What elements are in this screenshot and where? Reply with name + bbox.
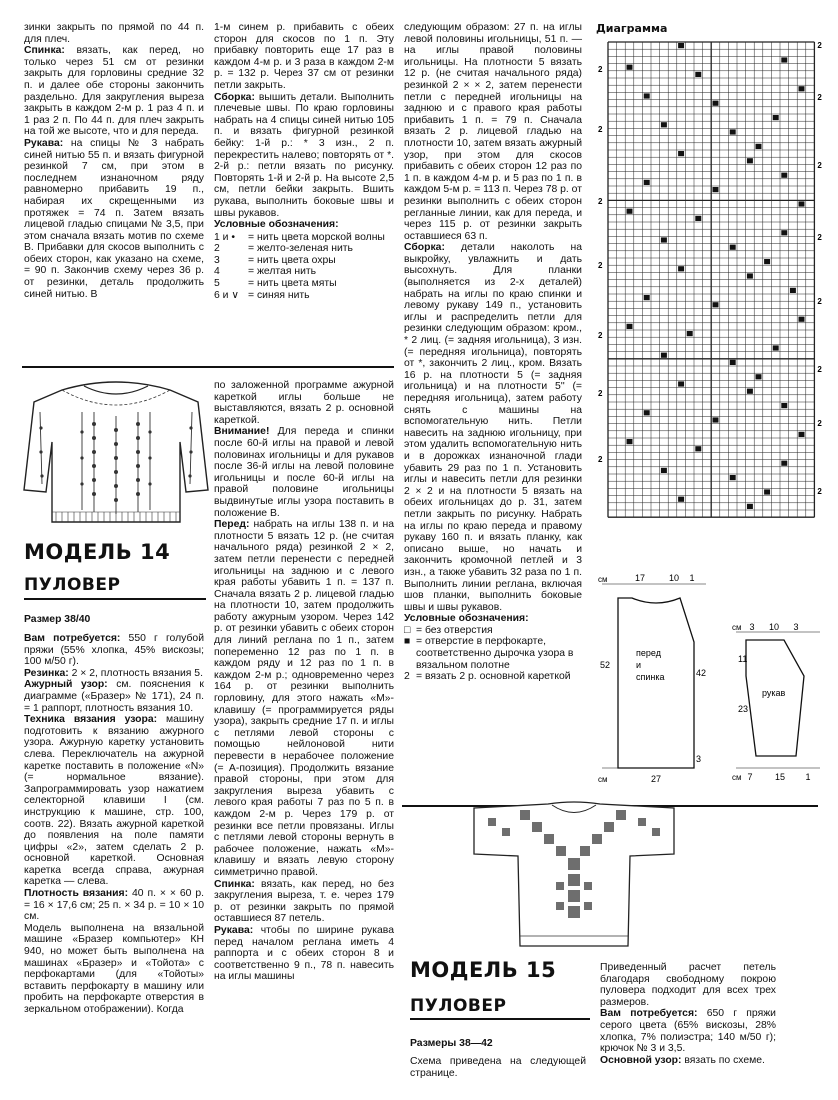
paragraph-text: Приведенный расчет петель благодаря свободному покрою пуловера подходит для всех трех размеров. bbox=[600, 962, 776, 1008]
paragraph bbox=[404, 613, 582, 625]
dimension-label: 1 bbox=[805, 772, 811, 782]
hole-mark bbox=[773, 345, 779, 350]
paragraph-label: Сборка: bbox=[404, 242, 445, 254]
paragraph bbox=[24, 714, 204, 888]
dimension-label: 27 bbox=[650, 774, 662, 784]
paragraph-text: Для переда и спинки после 60-й иглы на правой и левой половинах игольницы и для рукавов после 36-й иглы на левой половине игольницы и после 60-й иглы на правой половине игольницы выдвинутые иглы узора поставить в положение B. bbox=[214, 426, 394, 519]
row-label: 2 bbox=[598, 197, 603, 206]
paragraph bbox=[24, 923, 204, 1016]
hole-mark bbox=[644, 410, 650, 415]
hole-mark bbox=[747, 389, 753, 394]
paragraph-text: 2 × 2, плотность вязания 5. bbox=[68, 667, 203, 679]
paragraph-text: по заложенной программе ажурной кареткой иглы больше не выставляются, вязать 2 р. основной кареткой. bbox=[214, 380, 394, 426]
legend-text: = нить цвета охры bbox=[248, 254, 336, 266]
dimension-label: 3 bbox=[696, 754, 702, 764]
paragraph-label: Рукава: bbox=[24, 137, 64, 149]
paragraph-label: Ажурный узор: bbox=[24, 679, 108, 691]
model-15-note: Схема приведена на следующей странице. bbox=[410, 1056, 586, 1079]
legend-row bbox=[214, 266, 394, 278]
hole-mark bbox=[747, 504, 753, 509]
paragraph-group bbox=[214, 22, 394, 231]
paragraph-text: набрать на иглы 138 п. и на плотности 5 вязать 12 р. (не считая начального ряда) резинкой 2 × 2, затем петли перенести с передней игольницы на заднюю и с левого края работы убавить 1 п. = 137 п. Сначала вязать 2 р. лицевой гладью на плотности 10, затем продолжить работу ажурным узором. Через 142 р. от резинки убавить с обеих сторон для линий реглана по 1 п., затем попеременно 12 раз по 1 п. в каждом ряду и 12 раз по 1 п. в каждом 2-м р.; одновременно через 164 р. от резинки выполнить горловину, для этого нажать «М»-клавишу (= программируется ряды узора), закрыть средние 17 п. и иглы с петлями левой стороны с помощью нейлоновой нити перевести в нерабочее положение (= А-позиция). Продолжить вязание правой стороны, при этом для закругления выреза убавить с левого края работы 7 раз по 5 п. в каждом 2-м р. Через 179 р. от резинки все петли провязаны. Иглы с петлями левой стороны вернуть в рабочее положение, нажать «М»-клавишу и вязать левую сторону симметрично правой. bbox=[214, 519, 394, 878]
paragraph bbox=[214, 426, 394, 519]
paragraph bbox=[24, 888, 204, 923]
hole-mark bbox=[781, 403, 787, 408]
hole-mark bbox=[781, 57, 787, 62]
paragraph-label: Плотность вязания: bbox=[24, 888, 129, 900]
paragraph-text: машину подготовить к вязанию ажурного узора. Ажурную каретку установить слева. Переключатель на ажурной каретке поставить в положение «N» (= нормальное вязание). Запрограммировать узор нажатием селекторной клавиши I (см. инструкцию к машине, стр. 100, соотв. 22). Вязать ажурной кареткой до появления на поле памяти цифры «2», затем сделать 2 р. основной кареткой. Основная каретка всегда справа, ажурная каретка — слева. bbox=[24, 714, 204, 888]
hole-mark bbox=[661, 237, 667, 242]
legend-text: = нить цвета морской волны bbox=[248, 231, 385, 243]
sleeve-outline bbox=[746, 640, 804, 756]
row-label: 2 bbox=[598, 389, 603, 398]
legend-symbol: 1 и • bbox=[214, 231, 235, 243]
hole-mark bbox=[627, 209, 633, 214]
legend-text: = без отверстия bbox=[416, 624, 493, 636]
paragraph-label: Условные обозначения: bbox=[214, 219, 339, 231]
hole-mark bbox=[747, 158, 753, 163]
hole-mark bbox=[773, 115, 779, 120]
legend-symbol: 2 bbox=[404, 671, 410, 683]
paragraph-text: 650 г пряжи серого цвета (65% вискозы, 28% хлопка, 7% полиэстра; 140 м/50 г); крючок № 3 и 3,5. bbox=[600, 1008, 776, 1055]
hole-mark bbox=[781, 461, 787, 466]
hole-mark bbox=[678, 497, 684, 502]
paragraph-group bbox=[600, 962, 776, 1066]
legend-symbol: 4 bbox=[214, 266, 220, 278]
dimension-label: 10 bbox=[768, 622, 780, 632]
paragraph-label: Перед: bbox=[214, 519, 250, 531]
hole-mark bbox=[644, 295, 650, 300]
paragraph bbox=[24, 45, 204, 138]
dimension-label: 11 bbox=[738, 654, 748, 664]
hole-mark bbox=[644, 180, 650, 185]
dimension-label: 3 bbox=[749, 622, 755, 632]
hole-mark bbox=[661, 353, 667, 358]
legend-symbol: ■ bbox=[404, 636, 411, 648]
text-column-3 bbox=[404, 22, 582, 683]
hole-mark bbox=[799, 317, 805, 322]
paragraph bbox=[24, 668, 204, 680]
row-label: 2 bbox=[817, 297, 822, 306]
paragraph bbox=[214, 22, 394, 92]
model-15-title: МОДЕЛЬ 15 bbox=[410, 958, 557, 982]
row-label: 2 bbox=[598, 261, 603, 270]
hole-mark bbox=[756, 374, 762, 379]
hole-mark bbox=[713, 101, 719, 106]
row-label: 2 bbox=[598, 125, 603, 134]
shape-label: спинка bbox=[636, 672, 665, 682]
hole-mark bbox=[730, 360, 736, 365]
hole-mark bbox=[764, 259, 770, 264]
paragraph bbox=[24, 633, 204, 668]
hole-mark bbox=[695, 216, 701, 221]
row-label: 2 bbox=[817, 93, 822, 102]
paragraph bbox=[214, 925, 394, 983]
paragraph-text: вязать, как перед, но только через 51 см от резинки закрыть для горловины средние 32 п. и далее обе стороны закончить раздельно. Для закругления выреза закрыть в каждом 2-м р. 1 раз 4 п. и 1 раз 2 п. По 44 п. для плеч закрыть на той же высоте, что и для переда. bbox=[24, 45, 204, 138]
paragraph-group bbox=[24, 22, 204, 300]
legend-row bbox=[404, 625, 582, 637]
model-14-size: Размер 38/40 bbox=[24, 614, 91, 625]
paragraph bbox=[404, 242, 582, 613]
paragraph bbox=[600, 962, 776, 1008]
section-divider bbox=[22, 366, 394, 368]
paragraph-text: на спицы № 3 набрать синей нитью 55 п. и вязать фигурной резинкой 7 см, при этом в последнем изнаночном ряду равномерно прибавить 19 п., набирая их скрещенными из протяжек = 74 п. Затем вязать лицевой гладью спицами № 3,5, при этом сначала вязать мотив по схеме B. Прибавки для скосов выполнить с обеих сторон, как указано на схеме, = 90 п. Закончив схему через 36 р. от резинки, деталь продолжить синей нитью. В bbox=[24, 137, 204, 300]
legend-text: = синяя нить bbox=[248, 289, 310, 301]
hole-mark bbox=[799, 432, 805, 437]
legend-symbol: 6 и ∨ bbox=[214, 289, 239, 301]
legend-row bbox=[214, 255, 394, 267]
hole-mark bbox=[713, 417, 719, 422]
garment-schema bbox=[596, 572, 826, 784]
paragraph-label: Внимание! bbox=[214, 426, 270, 438]
hole-mark bbox=[781, 173, 787, 178]
paragraph-text: следующим образом: 27 п. на иглы левой половины игольницы, 51 п. — на иглы правой половины игольницы. На плотности 5 вязать 12 р. (не считая начального ряда) резинкой 2 × × 2, затем перенести петли с передней игольницы на заднюю и с правого края работы прибавить 1 п. = 79 п. Сначала вязать 2 р. лицевой гладью на плотности 10, затем вязать ажурный узор, при этом для скосов прибавить с обеих сторон 12 раз по 1 п. в каждом 4-м р. и 5 раз по 1 п. в каждом 5-м р. = 113 п. Через 78 р. от резинки выполнить с обеих сторон регланные линии, как для переда, и через 115 р. от резинки закрыть оставшиеся 63 п. bbox=[404, 22, 582, 242]
hole-mark bbox=[756, 144, 762, 149]
hole-mark bbox=[678, 43, 684, 48]
hole-mark bbox=[644, 93, 650, 98]
paragraph bbox=[600, 1008, 776, 1054]
diagram-grid bbox=[608, 42, 814, 517]
hole-mark bbox=[799, 86, 805, 91]
hole-mark bbox=[764, 489, 770, 494]
legend-row bbox=[404, 636, 582, 671]
hole-mark bbox=[678, 381, 684, 386]
row-label: 2 bbox=[817, 487, 822, 496]
hole-mark bbox=[730, 245, 736, 250]
legend-text: = вязать 2 р. основной кареткой bbox=[416, 671, 571, 683]
paragraph-text: 40 п. × × 60 р. = 16 × 17,6 см; 25 п. × 34 р. = 10 × 10 см. bbox=[24, 888, 204, 923]
legend-row bbox=[214, 232, 394, 244]
hole-mark bbox=[781, 230, 787, 235]
subtitle-underline bbox=[410, 1018, 590, 1020]
hole-mark bbox=[661, 468, 667, 473]
paragraph-label: Рукава: bbox=[214, 924, 254, 936]
hole-mark bbox=[730, 129, 736, 134]
dimension-label: 1 bbox=[689, 573, 695, 583]
paragraph bbox=[600, 1055, 776, 1067]
front-back-outline bbox=[618, 598, 694, 768]
paragraph bbox=[24, 22, 204, 45]
legend-symbol: 5 bbox=[214, 278, 220, 290]
paragraph bbox=[404, 22, 582, 242]
shape-label: перед bbox=[636, 648, 661, 658]
dimension-label: 42 bbox=[696, 668, 707, 678]
hole-mark bbox=[713, 187, 719, 192]
hole-mark bbox=[695, 72, 701, 77]
paragraph bbox=[214, 879, 394, 925]
shape-label: и bbox=[636, 660, 642, 670]
paragraph bbox=[24, 679, 204, 714]
hole-mark bbox=[695, 446, 701, 451]
legend-symbol: 3 bbox=[214, 254, 220, 266]
text-column-1-top bbox=[24, 22, 204, 300]
dimension-label: 7 bbox=[747, 772, 753, 782]
legend-symbol: 2 bbox=[214, 243, 220, 255]
legend-row bbox=[214, 278, 394, 290]
paragraph bbox=[214, 219, 394, 231]
shape-label: рукав bbox=[762, 688, 786, 698]
subtitle-underline bbox=[24, 598, 206, 600]
hole-mark bbox=[730, 475, 736, 480]
hole-mark bbox=[799, 201, 805, 206]
text-column-2-bottom bbox=[214, 380, 394, 983]
hole-mark bbox=[661, 122, 667, 127]
hole-mark bbox=[678, 266, 684, 271]
legend-model-14 bbox=[214, 232, 394, 302]
unit-label: см bbox=[598, 775, 608, 784]
model-15-size: Размеры 38—42 bbox=[410, 1038, 493, 1049]
text-column-4-bottom bbox=[600, 962, 776, 1066]
hole-mark bbox=[747, 273, 753, 278]
paragraph-label: Вам потребуется: bbox=[600, 1008, 698, 1020]
unit-label: см bbox=[732, 773, 742, 782]
legend-symbol: □ bbox=[404, 624, 411, 636]
paragraph-group bbox=[24, 633, 204, 1016]
paragraph-text: вышить детали. Выполнить плечевые швы. По краю горловины набрать на 4 спицы синей нитью 105 п. и вязать фигурной резинкой бейку: 1-й р.: * 3 изн., 2 п. перекрестить налево; повторять от *. 2-й р.: петли вязать по рисунку. Повторять 1-й и 2-й р. На высоте 2,5 см, петли бейки закрыть. Вшить рукава, выполнить боковые швы и швы рукавов. bbox=[214, 91, 394, 219]
dimension-label: 15 bbox=[774, 772, 786, 782]
paragraph bbox=[214, 92, 394, 220]
row-label: 2 bbox=[598, 331, 603, 340]
paragraph-text: 550 г голубой пряжи (55% хлопка, 45% вискозы; 100 м/50 г). bbox=[24, 633, 204, 668]
paragraph bbox=[214, 519, 394, 878]
model-14-subtitle: ПУЛОВЕР bbox=[24, 575, 121, 595]
legend-text: = желто-зеленая нить bbox=[248, 243, 353, 255]
paragraph-text: вязать по схеме. bbox=[681, 1054, 765, 1066]
paragraph-text: детали наколоть на выкройку, увлажнить и дать высохнуть. Для планки (выполняется из 2-х деталей) набрать на иглы по краю спинки и левому рукаву 149 п., установить иглы и распределить петли для резинки следующим образом: кром., * 2 лиц. (= задняя игольница), 3 изн. (= передняя игольница), повторять от *, закончить 2 лиц., кром. Вязать 16 р. на плотности 5 (= задняя игольница) и на плотности 5'' (= передняя игольница), затем работу снять с машины на вспомогательную нить. Петли навесить на заднюю игольницу, при этом удалить вспомогательную нить и в дорожках изнаночной глади убавить 29 раз по 1 п. Установить иглы и навесить петли для резинки 2 × 2 и на плотности 5 вязать на обеих игольницах до р. 31, затем петли закрыть по рисунку. Набрать на иглы по краю переда и правому рукаву 160 п. и вязать планку, как описано выше, но начать и закончить кромочной петлей и 3 изн., а также убавить 32 раза по 1 п. Выполнить линии реглана, включая шов планки, выполнить боковые швы и швы рукавов. bbox=[404, 242, 582, 613]
legend-text: = отверстие в перфокарте, соответственно дырочка узора в вязальном полотне bbox=[416, 636, 574, 671]
dimension-label: 17 bbox=[634, 573, 646, 583]
row-label: 2 bbox=[598, 455, 603, 464]
paragraph-label: Основной узор: bbox=[600, 1054, 682, 1066]
paragraph-text: чтобы по ширине рукава перед началом реглана иметь 4 раппорта и с обеих сторон 8 и соответственно 9 п., 78 п. навесить на иглы машины bbox=[214, 924, 394, 983]
paragraph bbox=[24, 138, 204, 300]
hole-mark bbox=[627, 324, 633, 329]
model-14-title: МОДЕЛЬ 14 bbox=[24, 540, 171, 564]
dimension-label: 3 bbox=[793, 622, 799, 632]
legend-text: = нить цвета мяты bbox=[248, 278, 337, 290]
unit-label: см bbox=[598, 575, 608, 584]
text-column-2-top bbox=[214, 22, 394, 301]
row-label: 2 bbox=[598, 65, 603, 74]
dimension-label: 10 bbox=[668, 573, 680, 583]
hole-mark bbox=[627, 65, 633, 70]
paragraph-text: зинки закрыть по прямой по 44 п. для плеч. bbox=[24, 22, 204, 45]
lace-pattern-diagram bbox=[594, 38, 820, 538]
paragraph-text: Модель выполнена на вязальной машине «Бразер компьютер» КН 940, но может быть выполнена на машинах «Бразер» и «Тойота» с перфокартами (для «Тойоты» вставить перфокарту в машину или пробить на перфокарте отверстия в зеркальном отображении). Когда bbox=[24, 922, 204, 1015]
hole-mark bbox=[790, 288, 796, 293]
row-label: 2 bbox=[817, 419, 822, 428]
row-label: 2 bbox=[817, 41, 822, 50]
dimension-label: 52 bbox=[600, 660, 611, 670]
hole-mark bbox=[713, 302, 719, 307]
row-label: 2 bbox=[817, 365, 822, 374]
paragraph bbox=[214, 380, 394, 426]
legend-row bbox=[404, 671, 582, 683]
sweater-sketch-model-14 bbox=[22, 372, 210, 534]
paragraph-label: Сборка: bbox=[214, 91, 255, 103]
paragraph-label: Спинка: bbox=[214, 878, 255, 890]
model-15-subtitle: ПУЛОВЕР bbox=[410, 996, 507, 1016]
legend-row bbox=[214, 243, 394, 255]
paragraph-label: Условные обозначения: bbox=[404, 613, 529, 625]
hole-mark bbox=[678, 151, 684, 156]
row-label: 2 bbox=[817, 233, 822, 242]
sweater-sketch-model-15 bbox=[468, 798, 680, 958]
text-column-1-bottom bbox=[24, 633, 204, 1016]
paragraph-text: вязать, как перед, но без закругления выреза, т. е. через 179 р. от резинки закрыть по прямой оставшиеся 87 петель. bbox=[214, 878, 394, 925]
legend-model-15 bbox=[404, 625, 582, 683]
hole-mark bbox=[687, 331, 693, 336]
paragraph-label: Резинка: bbox=[24, 667, 69, 679]
legend-row bbox=[214, 290, 394, 302]
paragraph-label: Вам потребуется: bbox=[24, 633, 121, 644]
paragraph-label: Спинка: bbox=[24, 45, 65, 57]
paragraph-group bbox=[214, 380, 394, 983]
dimension-label: 23 bbox=[738, 704, 749, 714]
row-label: 2 bbox=[817, 161, 822, 170]
paragraph-text: 1-м синем р. прибавить с обеих сторон для скосов по 1 п. Эту прибавку повторить еще 17 раз в каждом 4-м р. и 3 раза в каждом 2-м р. = 132 р. Через 37 см от резинки петли закрыть. bbox=[214, 22, 394, 91]
paragraph-text: см. пояснения к диаграмме («Бразер» № 171), 24 п. = 1 раппорт, плотность вязания 10. bbox=[24, 679, 204, 714]
unit-label: см bbox=[732, 623, 742, 632]
paragraph-group bbox=[404, 22, 582, 625]
hole-mark bbox=[627, 439, 633, 444]
legend-text: = желтая нить bbox=[248, 266, 317, 278]
paragraph-label: Техника вязания узора: bbox=[24, 714, 158, 726]
diagram-title: Диаграмма bbox=[596, 22, 668, 35]
